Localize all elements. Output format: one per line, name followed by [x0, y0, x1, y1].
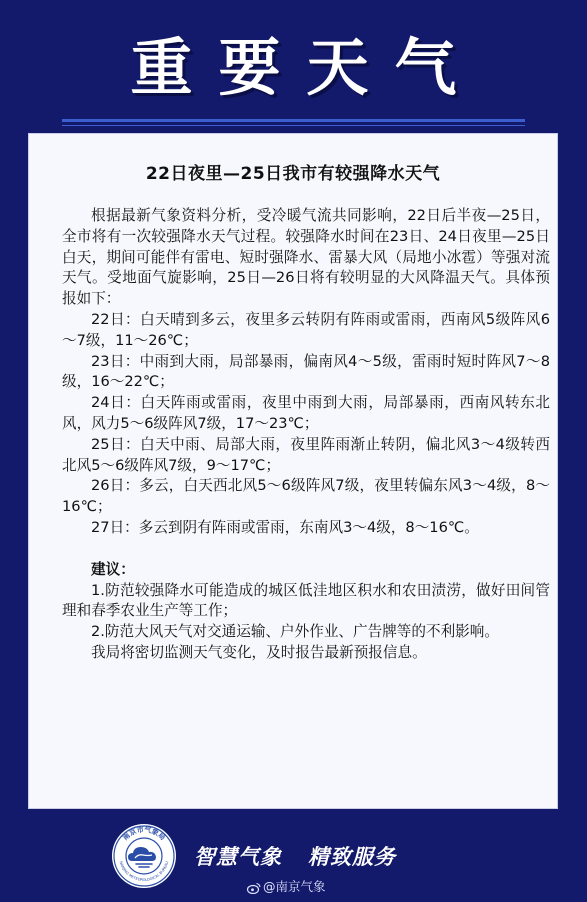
closing-paragraph: 我局将密切监测天气变化，及时报告最新预报信息。: [91, 643, 427, 661]
advice-item-1: 1.防范较强降水可能造成的城区低洼地区积水和农田渍涝，做好田间管理和春季农业生产等工作；: [62, 581, 550, 620]
forecast-day-22: 22日：白天晴到多云，夜里多云转阴有阵雨或雷雨，西南风5级阵风6～7级，11～26℃；: [62, 310, 550, 349]
notice-panel: [28, 133, 558, 809]
advice-item-2: 2.防范大风天气对交通运输、户外作业、广告牌等的不利影响。: [91, 623, 499, 641]
logo-text-en: NANJING METEOROLOGICAL BUREAU: [118, 860, 170, 883]
logo-text-cn: 南京市气象局: [121, 825, 167, 842]
banner-title: 重要天气: [130, 31, 483, 104]
weibo-handle: @南京气象: [263, 879, 326, 894]
notice-headline: 22日夜里—25日我市有较强降水天气: [145, 164, 441, 184]
forecast-day-26: 26日：多云，白天西北风5～6级阵风7级，夜里转偏东风3～4级，8～16℃；: [62, 477, 550, 516]
forecast-day-24: 24日：白天阵雨或雷雨，夜里中雨到大雨，局部暴雨，西南风转东北风，风力5～6级阵风7级，17～23℃；: [62, 394, 550, 432]
forecast-day-23: 23日：中雨到大雨，局部暴雨，偏南风4～5级，雷雨时短时阵风7～8级，16～22℃；: [62, 352, 550, 391]
meteorological-bureau-logo: [111, 823, 177, 889]
banner-divider-thick: [62, 119, 525, 122]
advice-heading: 建议：: [91, 560, 135, 578]
intro-paragraph: 根据最新气象资料分析，受冷暖气流共同影响，22日后半夜—25日，全市将有一次较强降水天气过程。较强降水时间在23日、24日夜里—25日白天，期间可能伴有雷电、短时强降水、雷暴大风（局地小冰雹）等强对流天气。受地面气旋影响，25日—26日将有较明显的大风降温天气。具体预报如下：: [62, 207, 550, 308]
forecast-day-27: 27日：多云到阴有阵雨或雷雨，东南风3～4级，8～16℃。: [91, 518, 479, 536]
weibo-watermark: [247, 877, 326, 895]
weibo-icon: [247, 882, 261, 894]
slogan-left: 智慧气象: [194, 845, 282, 869]
forecast-day-25: 25日：白天中雨、局部大雨，夜里阵雨渐止转阴，偏北风3～4级转西北风5～6级阵风7级，9～17℃；: [62, 435, 550, 474]
banner-divider-thin: [62, 125, 525, 126]
slogan-right: 精致服务: [308, 845, 396, 869]
notice-body: [62, 206, 550, 664]
footer-slogan: [194, 841, 474, 871]
